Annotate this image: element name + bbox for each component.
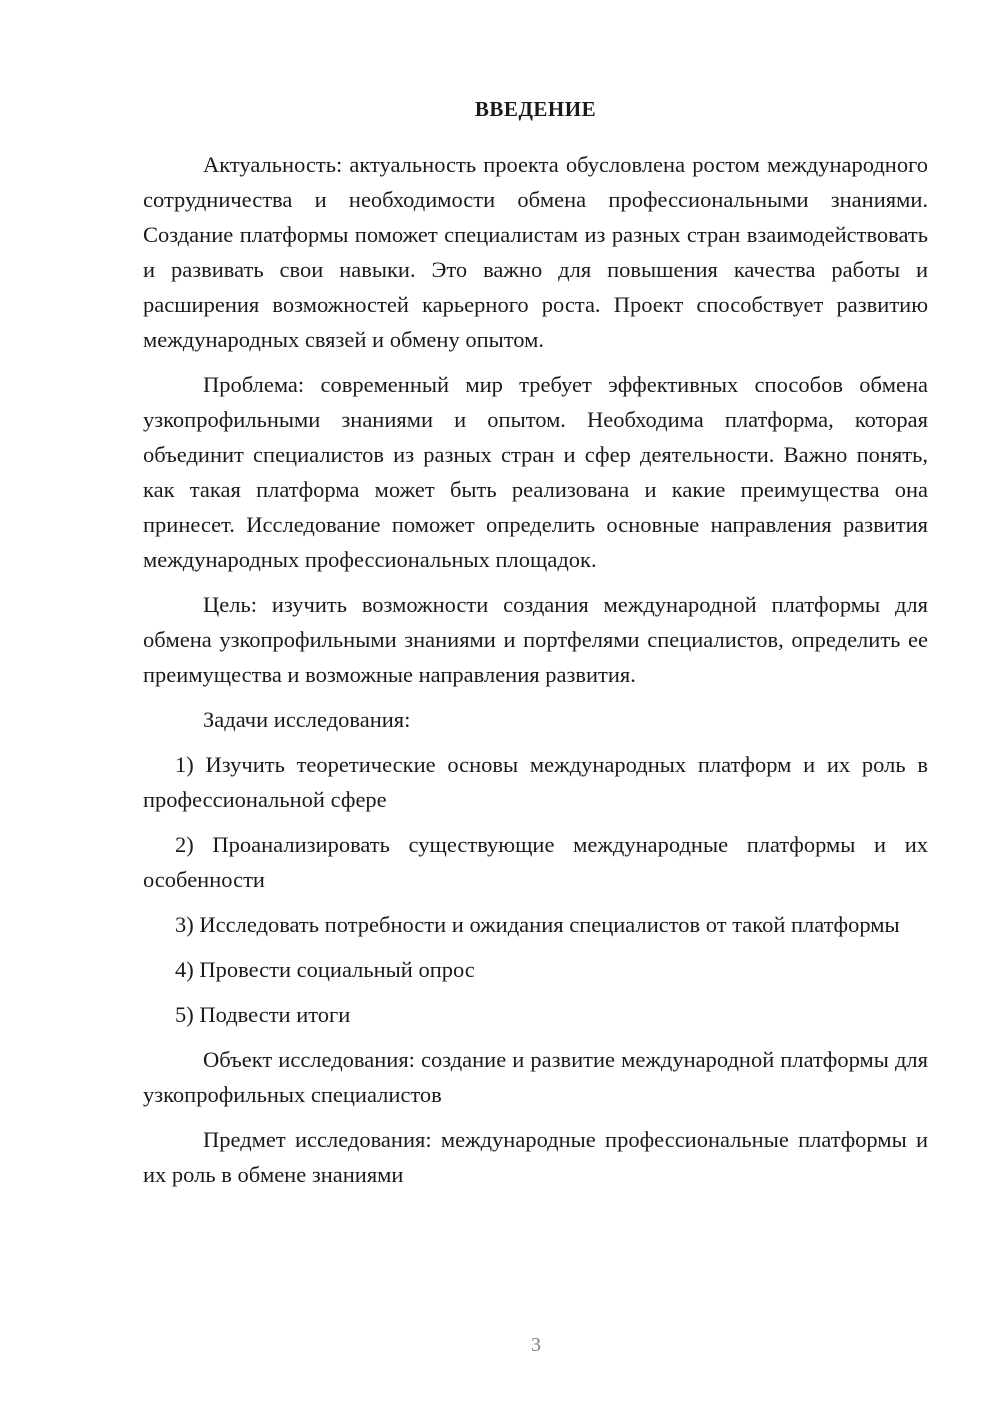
tasks-label: Задачи исследования: bbox=[203, 707, 411, 732]
problem-paragraph: Проблема: современный мир требует эффективных способов обмена узкопрофильными знаниями и опытом. Необходима платформа, которая объединит специалистов из разных стран и сфер деятельности. Важно понять, как такая платформа может быть реализована и какие преимущества она принесет. Исследование поможет определить основные направления развития международных профессиональных площадок. bbox=[143, 372, 928, 572]
page-number: 3 bbox=[531, 1334, 541, 1356]
subject-paragraph: Предмет исследования: международные профессиональные платформы и их роль в обмене знаниями bbox=[143, 1127, 928, 1187]
object-paragraph: Объект исследования: создание и развитие международной платформы для узкопрофильных специалистов bbox=[143, 1047, 928, 1107]
document-page bbox=[143, 92, 928, 1202]
task-item-2: 2) Проанализировать существующие международные платформы и их особенности bbox=[143, 832, 928, 892]
goal-paragraph: Цель: изучить возможности создания международной платформы для обмена узкопрофильными знаниями и портфелями специалистов, определить ее преимущества и возможные направления развития. bbox=[143, 592, 928, 687]
task-item-1: 1) Изучить теоретические основы международных платформ и их роль в профессиональной сфере bbox=[143, 752, 928, 812]
task-item-4: 4) Провести социальный опрос bbox=[175, 957, 475, 982]
task-item-5: 5) Подвести итоги bbox=[175, 1002, 351, 1027]
task-item-3: 3) Исследовать потребности и ожидания специалистов от такой платформы bbox=[175, 912, 900, 937]
tasks-list bbox=[143, 747, 928, 1032]
document-title: ВВЕДЕНИЕ bbox=[474, 97, 597, 121]
relevance-paragraph: Актуальность: актуальность проекта обусловлена ростом международного сотрудничества и необходимости обмена профессиональными знаниями. Создание платформы поможет специалистам из разных стран взаимодействовать и развивать свои навыки. Это важно для повышения качества работы и расширения возможностей карьерного роста. Проект способствует развитию международных связей и обмену опытом. bbox=[143, 152, 928, 352]
